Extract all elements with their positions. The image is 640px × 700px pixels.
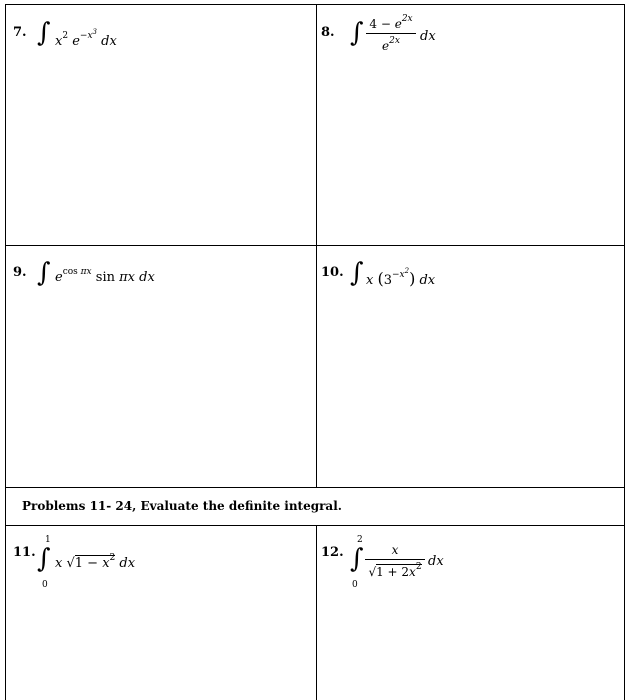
numerator: x (391, 543, 399, 557)
differential: dx (428, 554, 444, 569)
integrand: x $(3^{-x^2})$ dx (366, 267, 436, 288)
upper-limit: 1 (45, 535, 51, 545)
problem-number: 7. (13, 25, 27, 40)
integrand: $x^2$ $e^{-x^3}$ dx (55, 28, 117, 49)
fraction (365, 543, 425, 579)
top-border (5, 4, 625, 5)
lower-limit: 0 (42, 580, 48, 590)
problem-number: 10. (321, 265, 344, 280)
denominator: $e^{2x}$ (382, 36, 400, 53)
fraction (366, 14, 416, 53)
fraction-bar (365, 559, 425, 560)
integral-sign: ∫ (350, 258, 364, 288)
integral-sign: ∫ (350, 18, 364, 48)
numerator: $4 - e^{2x}$ (369, 14, 413, 31)
problem-number: 9. (13, 265, 27, 280)
fraction-bar (366, 33, 416, 34)
center-divider-bottom (316, 525, 317, 700)
right-border (624, 4, 625, 700)
integral-sign: ∫ (37, 18, 51, 48)
differential: dx (420, 29, 436, 44)
section-heading: Problems 11- 24, Evaluate the definite integral. (22, 499, 342, 513)
integral-sign: ∫ (37, 258, 51, 288)
row-divider-2 (5, 487, 625, 488)
problem-number: 12. (321, 545, 344, 560)
row-divider-1 (5, 245, 625, 246)
left-border (5, 4, 6, 700)
upper-limit: 2 (357, 535, 363, 545)
row-divider-3 (5, 525, 625, 526)
integrand: $e^{cos \pi x}$ sin πx dx (55, 267, 155, 285)
denominator: $√1 + 2x^2$ (368, 562, 422, 579)
integral-sign: ∫ (37, 544, 51, 574)
integral-sign: ∫ (350, 544, 364, 574)
integrand: x $√1 - x^2$ dx (55, 553, 136, 571)
problem-number: 8. (321, 25, 335, 40)
problem-number: 11. (13, 545, 36, 560)
lower-limit: 0 (352, 580, 358, 590)
